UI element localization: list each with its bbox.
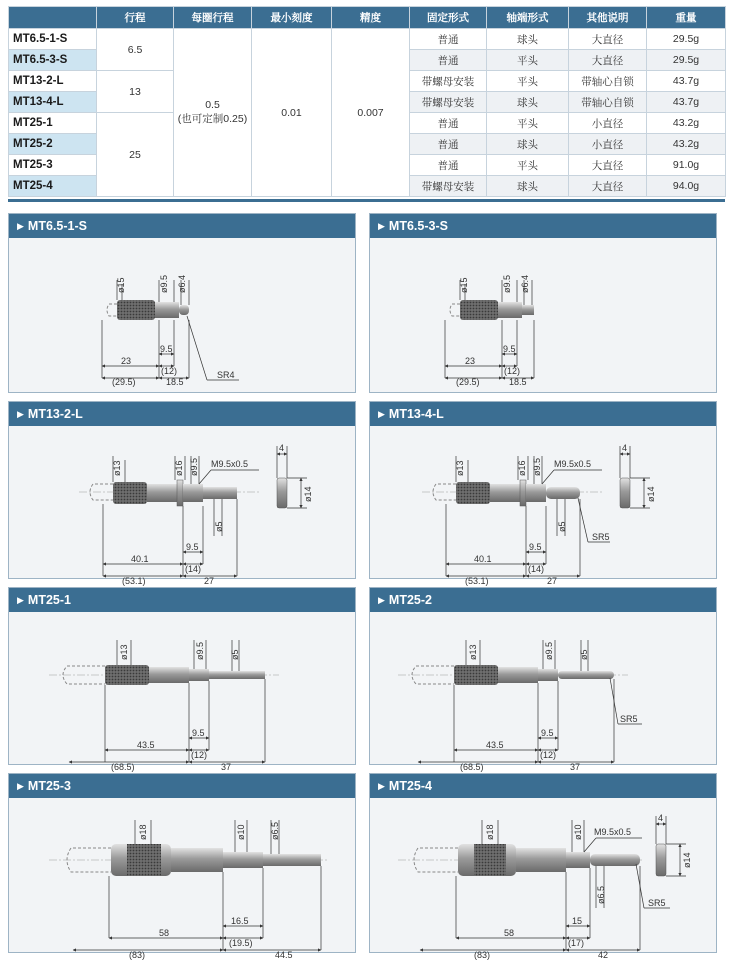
panel-title — [9, 588, 355, 612]
model-cell: MT13-4-L — [9, 92, 97, 113]
drawing-panel-mt25-3 — [8, 773, 356, 960]
weight-cell: 29.5g — [647, 29, 726, 50]
thimble-knurl — [113, 482, 147, 504]
dim-label: 4 — [658, 813, 664, 823]
thimble-knurl — [474, 844, 506, 876]
drawing-panel-mt25-1 — [8, 587, 356, 772]
stroke-cell: 13 — [97, 71, 174, 113]
accuracy-cell: 0.007 — [332, 29, 410, 197]
spindle — [546, 487, 580, 499]
dim-label: ø16 — [174, 460, 184, 476]
mount-thread — [566, 852, 590, 868]
spindle — [179, 305, 189, 315]
dim-label: (29.5) — [456, 377, 480, 387]
dim-label: 9.5 — [186, 542, 199, 552]
barrel — [490, 484, 520, 502]
note-cell: 大直径 — [569, 50, 647, 71]
mount-cell: 普通 — [410, 29, 487, 50]
dim-label: 9.5 — [503, 344, 516, 354]
dim-label: 58 — [504, 928, 515, 938]
dim-label: 44.5 — [275, 950, 293, 960]
dim-label: ø14 — [682, 852, 692, 868]
header-cell: 轴端形式 — [487, 7, 569, 29]
triangle-icon: ▶ — [17, 595, 24, 605]
panel-title — [370, 402, 716, 426]
micrometer-drawing — [9, 612, 355, 772]
dim-label: ø5 — [557, 521, 567, 532]
dim-label: 27 — [547, 576, 558, 586]
dim-label: SR4 — [217, 370, 235, 380]
dim-label: SR5 — [592, 532, 610, 542]
panel-title — [370, 588, 716, 612]
dim-label: (83) — [474, 950, 491, 960]
spindle-cell: 平头 — [487, 50, 569, 71]
micrometer-drawing — [370, 426, 716, 586]
panel-title-text: MT25-2 — [388, 593, 432, 607]
per-turn-value: 0.5 — [205, 99, 220, 111]
dim-label: 37 — [221, 762, 232, 772]
drawing-panel-mt6-5-3-s — [369, 213, 717, 393]
barrel — [149, 667, 189, 683]
dim-label: M9.5x0.5 — [594, 827, 632, 837]
triangle-icon: ▶ — [17, 221, 24, 231]
micrometer-drawing — [9, 798, 355, 960]
panel-title-text: MT13-2-L — [27, 407, 83, 421]
mount-cell: 带螺母安装 — [410, 176, 487, 197]
triangle-icon: ▶ — [378, 409, 385, 419]
dim-label: ø18 — [485, 824, 495, 840]
dim-label: ø6.5 — [596, 885, 606, 904]
dim-label: 43.5 — [486, 740, 504, 750]
mount-nut — [277, 478, 287, 508]
header-cell: 每圈行程 — [174, 7, 252, 29]
dim-label: ø5 — [230, 649, 240, 660]
barrel — [155, 302, 179, 318]
dim-label: 9.5 — [192, 728, 205, 738]
panel-title-text: MT25-1 — [27, 593, 71, 607]
model-cell: MT25-2 — [9, 134, 97, 155]
dim-label: 23 — [465, 356, 476, 366]
mount-nut — [656, 844, 666, 876]
mount-cell: 带螺母安装 — [410, 71, 487, 92]
dim-label: ø18 — [138, 824, 148, 840]
header-cell: 行程 — [97, 7, 174, 29]
dim-label: (68.5) — [111, 762, 135, 772]
dim-label: ø13 — [468, 644, 478, 660]
dim-label: SR5 — [620, 714, 638, 724]
dim-label: (53.1) — [122, 576, 146, 586]
thimble-knurl — [127, 844, 161, 876]
dim-label: (14) — [528, 564, 545, 574]
dim-label: M9.5x0.5 — [554, 459, 592, 469]
weight-cell: 43.7g — [647, 71, 726, 92]
header-cell: 最小刻度 — [252, 7, 332, 29]
mount-shank — [538, 669, 558, 681]
barrel — [498, 302, 522, 318]
mount-nut — [620, 478, 630, 508]
dim-label: (19.5) — [229, 938, 253, 948]
micrometer-drawing — [370, 612, 716, 772]
thimble-knurl — [454, 665, 498, 685]
mount-shank — [223, 852, 263, 868]
thimble-knurl — [105, 665, 149, 685]
mount-cell: 带螺母安装 — [410, 92, 487, 113]
note-cell: 带轴心自锁 — [569, 71, 647, 92]
dim-label: ø6.5 — [270, 821, 280, 840]
dim-label: ø15 — [459, 277, 469, 293]
panel-title-text: MT25-4 — [388, 779, 432, 793]
model-cell: MT13-2-L — [9, 71, 97, 92]
dim-label: ø6.4 — [520, 274, 530, 293]
spec-table — [8, 6, 726, 197]
dim-label: (14) — [185, 564, 202, 574]
lock-nut — [520, 480, 526, 506]
dim-label: ø10 — [573, 824, 583, 840]
note-cell: 大直径 — [569, 176, 647, 197]
drawing-panel-mt13-2-l — [8, 401, 356, 586]
dim-label: ø9.5 — [195, 641, 205, 660]
drawing-panel-mt25-2 — [369, 587, 717, 772]
dim-label: ø15 — [116, 277, 126, 293]
panel-title — [370, 214, 716, 238]
mount-cell: 普通 — [410, 155, 487, 176]
dim-label: ø13 — [455, 460, 465, 476]
panel-title-text: MT6.5-1-S — [27, 219, 87, 233]
drawing-panel-mt25-4 — [369, 773, 717, 960]
triangle-icon: ▶ — [378, 595, 385, 605]
dim-label: 16.5 — [231, 916, 249, 926]
dim-label: (12) — [540, 750, 557, 760]
dim-label: 37 — [570, 762, 581, 772]
stroke-cell: 6.5 — [97, 29, 174, 71]
table-row — [9, 29, 726, 50]
table-bottom-rule — [8, 199, 725, 202]
barrel — [147, 484, 177, 502]
dim-label: ø9.5 — [159, 274, 169, 293]
thimble-knurl — [456, 482, 490, 504]
dim-label: ø5 — [579, 649, 589, 660]
dim-label: 9.5 — [529, 542, 542, 552]
dim-label: ø13 — [112, 460, 122, 476]
triangle-icon: ▶ — [378, 781, 385, 791]
micrometer-drawing — [370, 798, 716, 960]
dim-label: (29.5) — [112, 377, 136, 387]
dim-label: ø9.5 — [502, 274, 512, 293]
model-cell: MT6.5-1-S — [9, 29, 97, 50]
weight-cell: 43.2g — [647, 113, 726, 134]
dim-label: ø13 — [119, 644, 129, 660]
dim-label: 40.1 — [131, 554, 149, 564]
micrometer-drawing — [9, 238, 355, 392]
dim-label: 18.5 — [166, 377, 184, 387]
table-header-row — [9, 7, 726, 29]
panel-title-text: MT6.5-3-S — [388, 219, 448, 233]
per-turn-note: (也可定制0.25) — [177, 113, 248, 125]
model-cell: MT6.5-3-S — [9, 50, 97, 71]
barrel — [171, 848, 223, 872]
note-cell: 小直径 — [569, 113, 647, 134]
spindle — [590, 854, 640, 866]
dim-label: (12) — [504, 366, 521, 376]
thimble-knurl — [460, 300, 498, 320]
thimble-knurl — [117, 300, 155, 320]
dim-label: ø9.5 — [544, 641, 554, 660]
dim-label: ø9.5 — [532, 457, 542, 476]
lock-nut — [177, 480, 183, 506]
spindle-cell: 平头 — [487, 113, 569, 134]
spindle — [203, 487, 237, 499]
spindle-cell: 球头 — [487, 92, 569, 113]
spindle-cell: 球头 — [487, 176, 569, 197]
panel-title — [370, 774, 716, 798]
header-cell — [9, 7, 97, 29]
spindle — [263, 854, 321, 866]
barrel — [498, 667, 538, 683]
dim-label: (83) — [129, 950, 146, 960]
dim-label: 23 — [121, 356, 132, 366]
dim-label: 9.5 — [541, 728, 554, 738]
model-cell: MT25-4 — [9, 176, 97, 197]
dim-label: 18.5 — [509, 377, 527, 387]
dim-label: ø14 — [303, 486, 313, 502]
spindle — [558, 671, 614, 679]
dim-label: (68.5) — [460, 762, 484, 772]
drawing-panel-mt13-4-l — [369, 401, 717, 586]
spindle — [522, 305, 534, 315]
note-cell: 带轴心自锁 — [569, 92, 647, 113]
note-cell: 小直径 — [569, 134, 647, 155]
dim-label: M9.5x0.5 — [211, 459, 249, 469]
dim-label: ø14 — [646, 486, 656, 502]
dim-label: 4 — [622, 443, 628, 453]
triangle-icon: ▶ — [17, 781, 24, 791]
dim-label: 4 — [279, 443, 285, 453]
micrometer-drawing — [9, 426, 355, 586]
panel-title — [9, 214, 355, 238]
spindle-cell: 平头 — [487, 71, 569, 92]
panel-title-text: MT25-3 — [27, 779, 71, 793]
mount-thread — [526, 484, 546, 502]
weight-cell: 29.5g — [647, 50, 726, 71]
note-cell: 大直径 — [569, 29, 647, 50]
model-cell: MT25-3 — [9, 155, 97, 176]
header-cell: 精度 — [332, 7, 410, 29]
weight-cell: 43.2g — [647, 134, 726, 155]
barrel — [516, 848, 566, 872]
weight-cell: 43.7g — [647, 92, 726, 113]
panel-title-text: MT13-4-L — [388, 407, 444, 421]
spindle — [209, 671, 265, 679]
panel-title — [9, 774, 355, 798]
dim-label: 15 — [572, 916, 583, 926]
mount-cell: 普通 — [410, 50, 487, 71]
header-cell: 其他说明 — [569, 7, 647, 29]
model-cell: MT25-1 — [9, 113, 97, 134]
panel-title — [9, 402, 355, 426]
weight-cell: 91.0g — [647, 155, 726, 176]
note-cell: 大直径 — [569, 155, 647, 176]
dim-label: (53.1) — [465, 576, 489, 586]
mount-thread — [183, 484, 203, 502]
dim-label: ø6.4 — [177, 274, 187, 293]
mount-cell: 普通 — [410, 113, 487, 134]
dim-label: ø10 — [236, 824, 246, 840]
spindle-cell: 平头 — [487, 155, 569, 176]
micrometer-drawing — [370, 238, 716, 392]
dim-label: ø9.5 — [189, 457, 199, 476]
weight-cell: 94.0g — [647, 176, 726, 197]
dim-label: 40.1 — [474, 554, 492, 564]
per-turn-cell — [174, 29, 252, 197]
spindle-cell: 球头 — [487, 134, 569, 155]
dim-label: 58 — [159, 928, 170, 938]
header-cell: 重量 — [647, 7, 726, 29]
header-cell: 固定形式 — [410, 7, 487, 29]
dim-label: (12) — [191, 750, 208, 760]
triangle-icon: ▶ — [17, 409, 24, 419]
stroke-cell: 25 — [97, 113, 174, 197]
dim-label: 9.5 — [160, 344, 173, 354]
dim-label: 42 — [598, 950, 609, 960]
mount-cell: 普通 — [410, 134, 487, 155]
drawing-panel-mt6-5-1-s — [8, 213, 356, 393]
triangle-icon: ▶ — [378, 221, 385, 231]
mount-shank — [189, 669, 209, 681]
dim-label: ø5 — [214, 521, 224, 532]
dim-label: ø16 — [517, 460, 527, 476]
spindle-cell: 球头 — [487, 29, 569, 50]
dim-label: (12) — [161, 366, 178, 376]
dim-label: 27 — [204, 576, 215, 586]
dim-label: 43.5 — [137, 740, 155, 750]
dim-label: (17) — [568, 938, 585, 948]
dim-label: SR5 — [648, 898, 666, 908]
min-scale-cell: 0.01 — [252, 29, 332, 197]
